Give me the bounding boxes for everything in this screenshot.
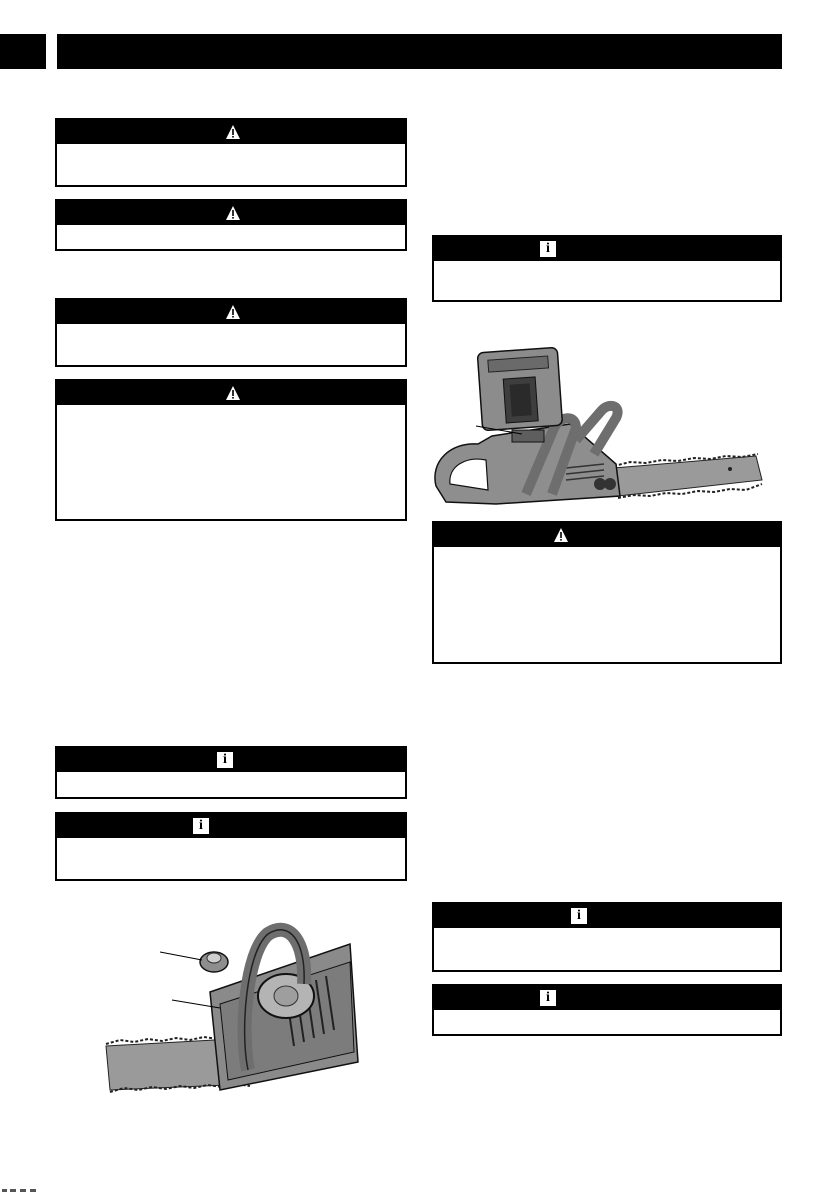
warning-triangle-icon bbox=[225, 124, 241, 140]
warning-triangle-icon bbox=[225, 205, 241, 221]
warning-triangle-icon bbox=[225, 385, 241, 401]
warning-box bbox=[432, 521, 782, 664]
warning-box bbox=[55, 199, 407, 251]
note-box bbox=[55, 746, 407, 799]
info-icon: i bbox=[540, 241, 556, 257]
warning-header-bar bbox=[57, 381, 405, 405]
page-header-bar bbox=[57, 34, 782, 69]
info-icon: i bbox=[217, 752, 233, 768]
warning-box bbox=[55, 298, 407, 367]
note-box bbox=[432, 902, 782, 972]
note-box bbox=[432, 984, 782, 1036]
note-header-bar bbox=[434, 986, 780, 1010]
warning-box bbox=[55, 118, 407, 187]
note-header-bar bbox=[57, 814, 405, 838]
note-header-bar bbox=[434, 237, 780, 261]
note-box bbox=[432, 235, 782, 302]
language-tab bbox=[0, 34, 46, 69]
info-icon: i bbox=[571, 908, 587, 924]
warning-header-bar bbox=[57, 201, 405, 225]
info-icon: i bbox=[193, 818, 209, 834]
note-box bbox=[55, 812, 407, 881]
warning-box bbox=[55, 379, 407, 521]
warning-header-bar bbox=[57, 300, 405, 324]
warning-header-bar bbox=[434, 523, 780, 547]
chainsaw-oil-cap-figure bbox=[100, 912, 362, 1096]
warning-triangle-icon bbox=[553, 527, 569, 543]
warning-triangle-icon bbox=[225, 304, 241, 320]
note-header-bar bbox=[57, 748, 405, 772]
note-header-bar bbox=[434, 904, 780, 928]
chainsaw-battery-figure bbox=[426, 344, 772, 512]
info-icon: i bbox=[540, 990, 556, 1006]
warning-header-bar bbox=[57, 120, 405, 144]
page-number-fragment bbox=[0, 1188, 48, 1192]
